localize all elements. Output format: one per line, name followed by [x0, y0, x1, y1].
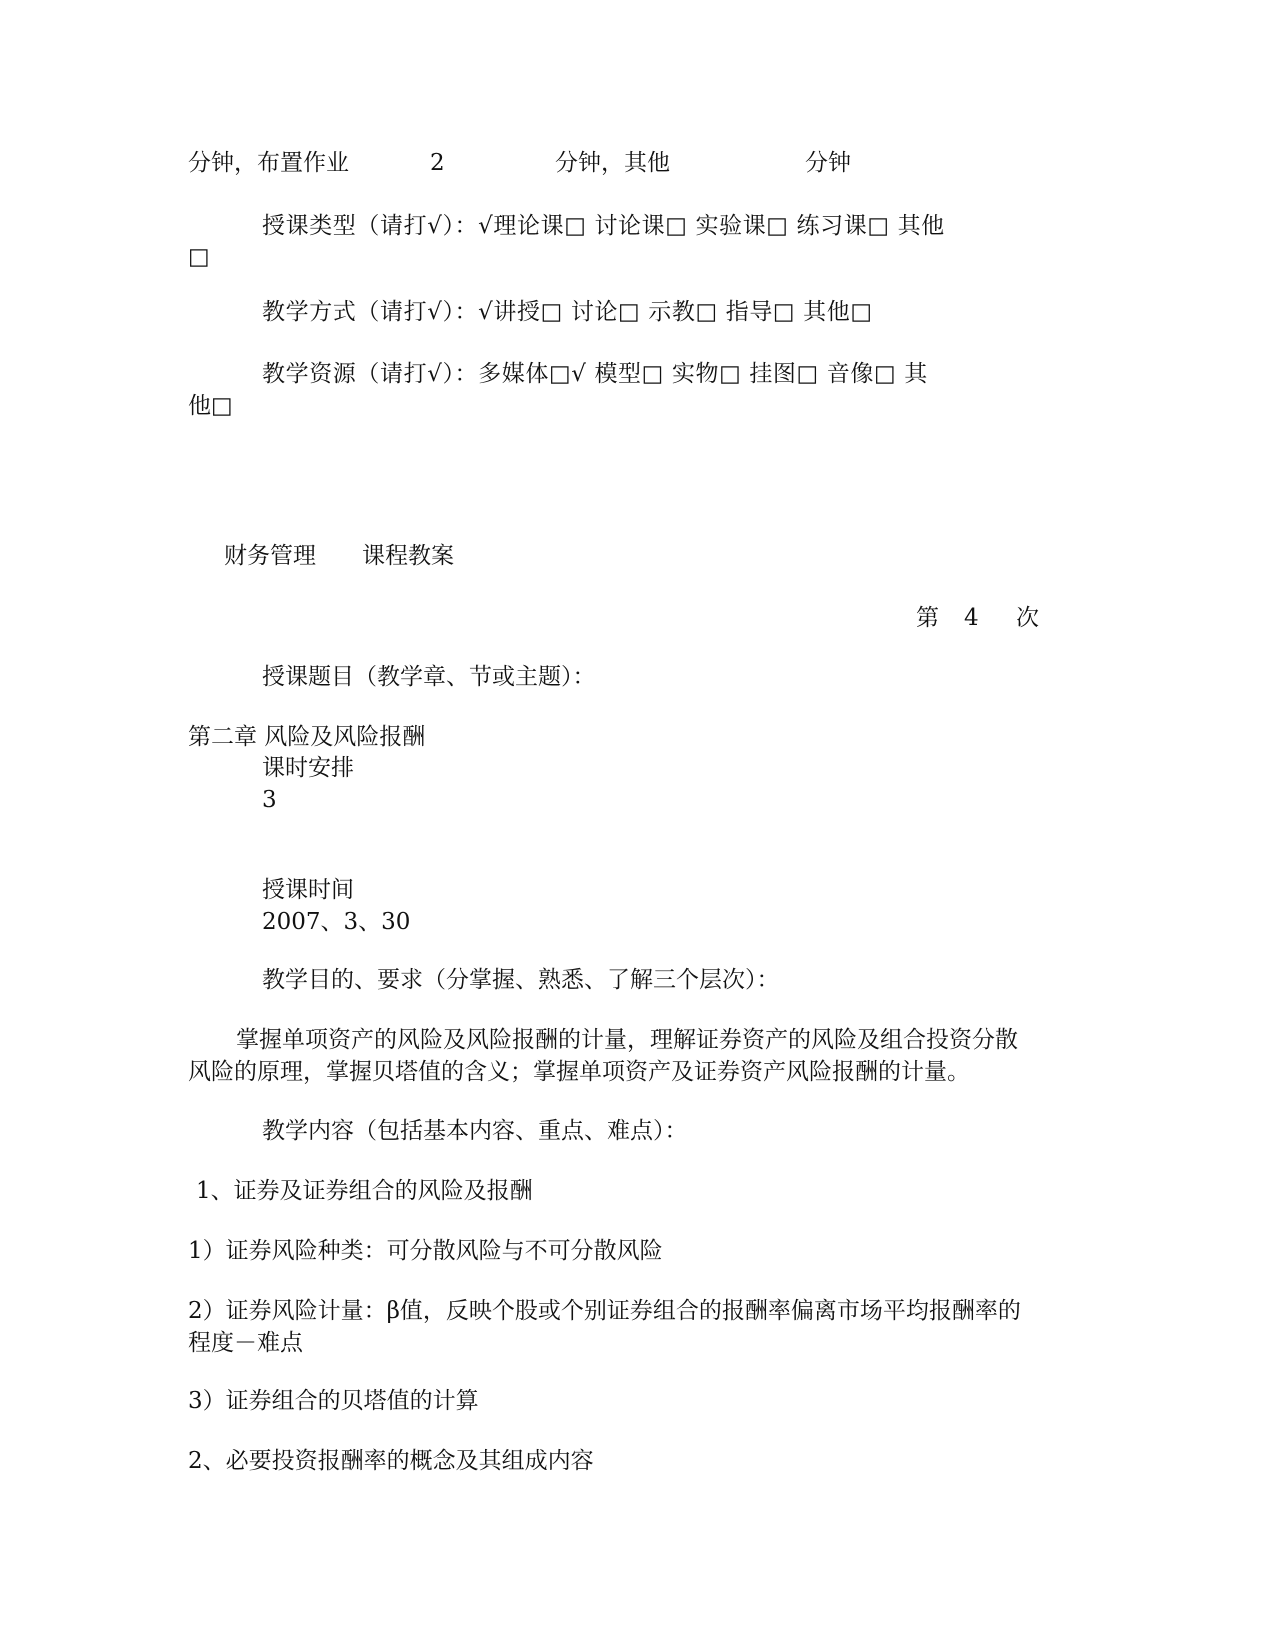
topic-value: 第二章 风险及风险报酬 — [188, 724, 426, 750]
teaching-resource-line: 教学资源（请打√）：多媒体□√ 模型□ 实物□ 挂图□ 音像□ 其 — [262, 361, 928, 387]
hours-label: 课时安排 — [262, 755, 354, 781]
assign-homework-label: 分钟，布置作业 — [188, 150, 349, 176]
content-subitem-2-line-1: 2）证券风险计量：β值，反映个股或个别证券组合的报酬率偏离市场平均报酬率的 — [188, 1298, 1021, 1324]
session-number: 4 — [964, 605, 979, 631]
session-number-line — [916, 603, 1056, 633]
doc-type: 课程教案 — [362, 543, 454, 569]
time-label: 授课时间 — [262, 877, 354, 903]
objectives-text-line-1: 掌握单项资产的风险及风险报酬的计量，理解证券资产的风险及组合投资分散 — [236, 1027, 1018, 1053]
topic-label: 授课题目（教学章、节或主题）： — [262, 664, 596, 690]
course-type-line: 授课类型（请打√）：√理论课□ 讨论课□ 实验课□ 练习课□ 其他 — [262, 213, 945, 239]
teaching-method-line: 教学方式（请打√）：√讲授□ 讨论□ 示教□ 指导□ 其他□ — [262, 299, 873, 325]
other-minutes-unit: 分钟 — [805, 150, 851, 176]
hours-value: 3 — [262, 787, 277, 813]
timing-line — [188, 148, 888, 178]
course-name: 财务管理 — [224, 543, 316, 569]
course-type-line-2: □ — [188, 244, 210, 270]
objectives-label: 教学目的、要求（分掌握、熟悉、了解三个层次）： — [262, 967, 780, 993]
session-prefix: 第 — [916, 605, 939, 631]
content-label: 教学内容（包括基本内容、重点、难点）： — [262, 1118, 688, 1144]
content-subitem-3: 3）证券组合的贝塔值的计算 — [188, 1388, 479, 1414]
teaching-resource-line-2: 他□ — [188, 393, 233, 419]
content-item-2: 2、必要投资报酬率的概念及其组成内容 — [188, 1448, 594, 1474]
objectives-text-line-2: 风险的原理，掌握贝塔值的含义；掌握单项资产及证券资产风险报酬的计量。 — [188, 1059, 970, 1085]
content-subitem-2-line-2: 程度－难点 — [188, 1330, 303, 1356]
content-item-1: 1、证券及证券组合的风险及报酬 — [196, 1178, 533, 1204]
content-subitem-1: 1）证券风险种类：可分散风险与不可分散风险 — [188, 1238, 663, 1264]
assign-homework-minutes: 2 — [430, 150, 445, 176]
time-value: 2007、3、30 — [262, 909, 411, 935]
other-label: 分钟，其他 — [555, 150, 670, 176]
session-suffix: 次 — [1016, 605, 1039, 631]
